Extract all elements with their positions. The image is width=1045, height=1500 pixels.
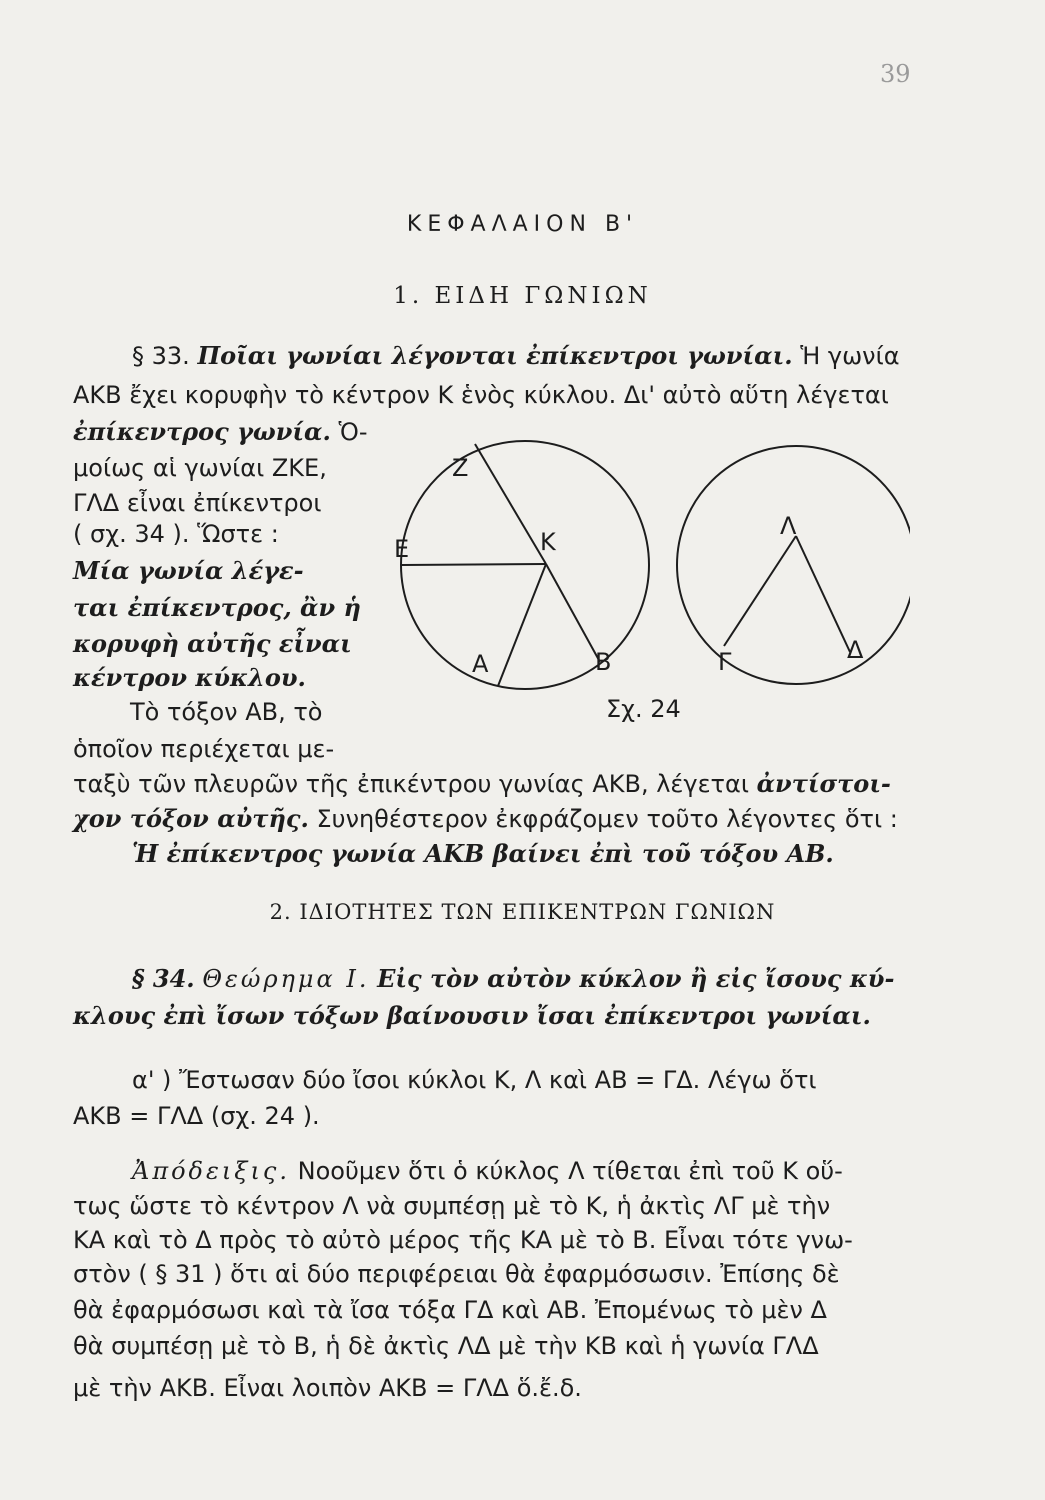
proof-line-1 — [132, 1155, 843, 1187]
label-z: Ζ — [452, 454, 469, 482]
proof-line-6: θὰ συμπέσῃ μὲ τὸ Β, ἡ δὲ ἀκτὶς ΛΔ μὲ τὴν ΚΒ καὶ ἡ γωνία ΓΛΔ — [73, 1332, 819, 1360]
p33-term: ἐπίκεντρος γωνία. — [73, 417, 331, 446]
radius-ke — [402, 564, 546, 565]
p33-line-5: ΓΛΔ εἶναι ἐπίκεντροι — [73, 489, 322, 517]
p33-def-1: Μία γωνία λέγε- — [73, 556, 304, 585]
label-g: Γ — [718, 648, 732, 676]
p33-line-1 — [132, 340, 900, 372]
p34-number: § 34. — [132, 964, 195, 993]
p34-line-1 — [132, 963, 894, 995]
p33-line13-b: ἀντίστοι- — [756, 769, 891, 798]
p33-line-13 — [73, 768, 891, 800]
radius-ld — [796, 536, 850, 652]
p33-def-4: κέντρον κύκλου. — [73, 663, 306, 692]
label-b: Β — [595, 648, 612, 676]
section1-title: 1. ΕΙΔΗ ΓΩΝΙΩΝ — [393, 283, 652, 309]
p33-conclusion: Ἡ ἐπίκεντρος γωνία ΑΚΒ βαίνει ἐπὶ τοῦ τόξου ΑΒ. — [132, 839, 834, 868]
proof-line-5: θὰ ἐφαρμόσωσι καὶ τὰ ἴσα τόξα ΓΔ καὶ ΑΒ. Ἐπομένως τὸ μὲν Δ — [73, 1296, 827, 1324]
page-number: 39 — [880, 60, 911, 88]
proof-label: Ἀπόδειξις. — [132, 1157, 290, 1185]
p33-line-11: Τὸ τόξον ΑΒ, τὸ — [130, 698, 323, 726]
p33-line-12: ὁποῖον περιέχεται με- — [73, 735, 335, 763]
p33-number: § 33. — [132, 342, 190, 370]
p33-line-3 — [73, 416, 368, 448]
proof-line-7: μὲ τὴν ΑΚΒ. Εἶναι λοιπὸν ΑΚΒ = ΓΛΔ ὅ.ἔ.δ. — [73, 1374, 582, 1402]
label-d: Δ — [847, 636, 864, 664]
p33-line1-rest: Ἡ γωνία — [800, 342, 900, 370]
p33-question: Ποῖαι γωνίαι λέγονται ἐπίκεντροι γωνίαι. — [197, 341, 793, 370]
p33-line-6: ( σχ. 34 ). Ὥστε : — [73, 520, 279, 548]
circle-l — [677, 446, 910, 684]
p33-def-2: ται ἐπίκεντρος, ἂν ἡ — [73, 593, 361, 622]
section2-title: 2. ΙΔΙΟΤΗΤΕΣ ΤΩΝ ΕΠΙΚΕΝΤΡΩΝ ΓΩΝΙΩΝ — [269, 900, 776, 924]
proof-line-2: τως ὥστε τὸ κέντρον Λ νὰ συμπέσῃ μὲ τὸ Κ, ἡ ἀκτὶς ΛΓ μὲ τὴν — [73, 1192, 831, 1220]
figure-24 — [380, 440, 910, 690]
p33-line14-a: χον τόξον αὐτῆς. — [73, 804, 309, 833]
chapter-title: ΚΕΦΑΛΑΙΟΝ Β' — [406, 212, 639, 237]
label-l: Λ — [780, 512, 797, 540]
p34-claim: ΑΚΒ = ΓΛΔ (σχ. 24 ). — [73, 1102, 320, 1130]
p33-line-14 — [73, 803, 898, 835]
proof-line-3: ΚΑ καὶ τὸ Δ πρὸς τὸ αὐτὸ μέρος τῆς ΚΑ μὲ τὸ Β. Εἶναι τότε γνω- — [73, 1226, 853, 1254]
radius-ka — [498, 564, 546, 686]
radius-kz — [475, 444, 546, 564]
p34-given: α' ) Ἔστωσαν δύο ἴσοι κύκλοι Κ, Λ καὶ ΑΒ = ΓΔ. Λέγω ὅτι — [132, 1066, 817, 1094]
label-a: Α — [472, 650, 489, 678]
p33-def-3: κορυφὴ αὐτῆς εἶναι — [73, 629, 352, 658]
p33-line-4: μοίως αἱ γωνίαι ΖΚΕ, — [73, 454, 327, 482]
proof-text-1: Νοοῦμεν ὅτι ὁ κύκλος Λ τίθεται ἐπὶ τοῦ Κ οὕ- — [297, 1157, 843, 1185]
theorem-label: Θεώρημα Ι. — [202, 965, 370, 993]
p33-line3-rest: Ὁ- — [338, 418, 368, 446]
label-k: Κ — [540, 528, 556, 556]
radius-lg — [724, 536, 796, 646]
p33-line14-b: Συνηθέστερον ἐκφράζομεν τοῦτο λέγοντες ὅτι : — [316, 805, 898, 833]
theorem-text-1: Εἰς τὸν αὐτὸν κύκλον ἢ εἰς ἴσους κύ- — [377, 964, 895, 993]
p33-line-2: ΑΚΒ ἔχει κορυφὴν τὸ κέντρον Κ ἑνὸς κύκλου. Δι' αὐτὸ αὕτη λέγεται — [73, 381, 889, 409]
p33-line13-a: ταξὺ τῶν πλευρῶν τῆς ἐπικέντρου γωνίας ΑΚΒ, λέγεται — [73, 770, 749, 798]
radius-kb — [546, 564, 600, 662]
label-e: Ε — [394, 535, 410, 563]
theorem-text-2: κλους ἐπὶ ἴσων τόξων βαίνουσιν ἴσαι ἐπίκεντροι γωνίαι. — [73, 1001, 871, 1030]
proof-line-4: στὸν ( § 31 ) ὅτι αἱ δύο περιφέρειαι θὰ ἐφαρμόσωσιν. Ἐπίσης δὲ — [73, 1260, 840, 1288]
figure-caption: Σχ. 24 — [606, 695, 681, 723]
